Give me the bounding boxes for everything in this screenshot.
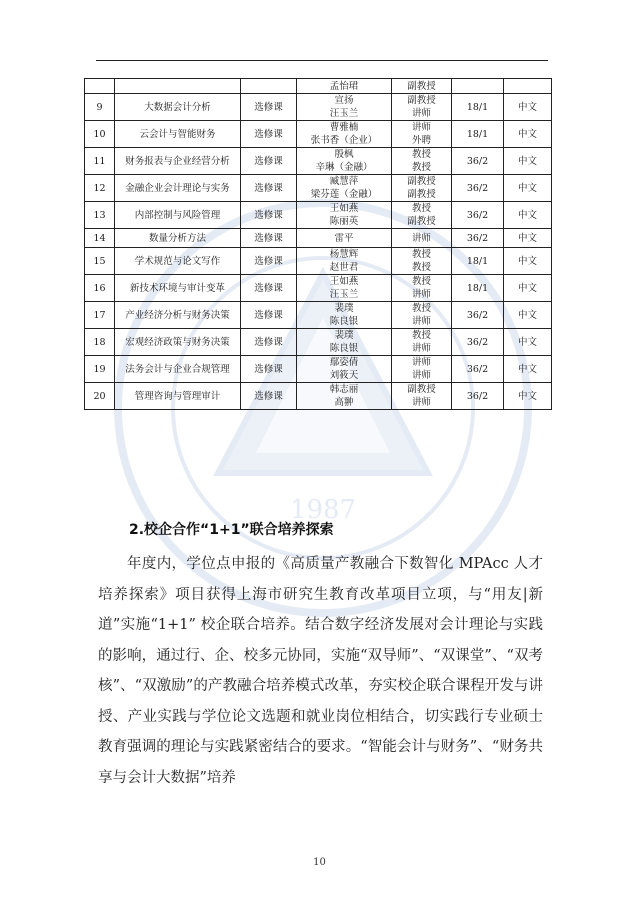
- cell-hours: 36/2: [452, 202, 504, 229]
- cell-teachers-line: 雷平: [334, 232, 354, 244]
- table-row: [85, 121, 552, 148]
- cell-teachers-line: 辛琳（金融）: [315, 162, 373, 173]
- cell-teachers-line: 孟怡珺: [329, 80, 359, 92]
- cell-hours: 36/2: [452, 229, 504, 248]
- cell-course-type: [241, 79, 297, 94]
- cell-course-name: [115, 79, 241, 94]
- cell-teachers-line: 汪玉兰: [329, 108, 359, 119]
- cell-titles-line: 教授: [411, 330, 431, 341]
- cell-teachers-line: 赵世君: [329, 262, 359, 273]
- table-row: [85, 275, 552, 302]
- cell-number: [85, 79, 115, 94]
- cell-titles-line: 外聘: [411, 135, 431, 146]
- cell-course-name: 金融企业会计理论与实务: [115, 175, 241, 202]
- cell-titles-line: 教授: [411, 262, 431, 273]
- cell-number: 13: [85, 202, 115, 229]
- cell-teachers: [297, 383, 392, 410]
- cell-teachers-line: 梁芬莲（金融）: [310, 189, 378, 200]
- cell-teachers: [297, 356, 392, 383]
- cell-language: 中文: [504, 383, 552, 410]
- cell-course-name: 产业经济分析与财务决策: [115, 302, 241, 329]
- cell-titles-line: 教授: [411, 162, 431, 173]
- cell-titles-line: 副教授: [407, 80, 436, 92]
- cell-teachers: [297, 302, 392, 329]
- table-row: [85, 148, 552, 175]
- table-row: [85, 175, 552, 202]
- cell-titles-line: 副教授: [407, 384, 436, 395]
- cell-titles: [392, 383, 452, 410]
- cell-teachers-line: 宣扬: [334, 95, 354, 106]
- cell-number: 11: [85, 148, 115, 175]
- cell-titles-line: 副教授: [407, 176, 436, 187]
- cell-titles-line: 讲师: [411, 397, 431, 408]
- table-row: [85, 94, 552, 121]
- cell-language: 中文: [504, 202, 552, 229]
- cell-course-name: 数量分析方法: [115, 229, 241, 248]
- cell-number: 16: [85, 275, 115, 302]
- cell-titles-line: 讲师: [411, 232, 431, 244]
- cell-course-name: 财务报表与企业经营分析: [115, 148, 241, 175]
- cell-number: 20: [85, 383, 115, 410]
- cell-teachers: [297, 202, 392, 229]
- cell-language: 中文: [504, 275, 552, 302]
- cell-hours: 18/1: [452, 248, 504, 275]
- table-row: [85, 302, 552, 329]
- cell-language: 中文: [504, 302, 552, 329]
- cell-course-name: 管理咨询与管理审计: [115, 383, 241, 410]
- cell-teachers-line: 裴璞: [334, 303, 354, 314]
- cell-teachers: [297, 329, 392, 356]
- cell-course-type: 选修课: [241, 248, 297, 275]
- cell-titles-line: 教授: [411, 276, 431, 287]
- cell-titles: [392, 229, 452, 248]
- cell-hours: 36/2: [452, 302, 504, 329]
- cell-teachers-line: 殷枫: [334, 149, 354, 160]
- cell-teachers: [297, 175, 392, 202]
- cell-teachers-line: 陈良银: [329, 343, 359, 354]
- cell-number: 12: [85, 175, 115, 202]
- cell-titles-line: 讲师: [411, 370, 431, 381]
- page-number: 10: [313, 857, 326, 868]
- cell-titles: [392, 302, 452, 329]
- cell-teachers: [297, 248, 392, 275]
- cell-course-name: 云会计与智能财务: [115, 121, 241, 148]
- cell-language: 中文: [504, 229, 552, 248]
- cell-titles-line: 教授: [411, 303, 431, 314]
- cell-language: 中文: [504, 121, 552, 148]
- table-row: [85, 383, 552, 410]
- cell-course-name: 大数据会计分析: [115, 94, 241, 121]
- cell-teachers: [297, 148, 392, 175]
- cell-language: [504, 79, 552, 94]
- cell-teachers: [297, 275, 392, 302]
- cell-course-name: 新技术环境与审计变革: [115, 275, 241, 302]
- cell-course-name: 学术规范与论文写作: [115, 248, 241, 275]
- cell-language: 中文: [504, 356, 552, 383]
- cell-hours: 18/1: [452, 275, 504, 302]
- cell-course-type: 选修课: [241, 94, 297, 121]
- cell-language: 中文: [504, 329, 552, 356]
- cell-teachers-line: 裴璞: [334, 330, 354, 341]
- cell-course-name: 内部控制与风险管理: [115, 202, 241, 229]
- seal-year: 1987: [289, 495, 357, 525]
- cell-titles: [392, 79, 452, 94]
- cell-course-type: 选修课: [241, 148, 297, 175]
- cell-number: 15: [85, 248, 115, 275]
- cell-teachers-line: 陈良银: [329, 316, 359, 327]
- cell-teachers-line: 鄢姿倩: [329, 357, 359, 368]
- cell-number: 17: [85, 302, 115, 329]
- cell-course-type: 选修课: [241, 121, 297, 148]
- cell-titles-line: 讲师: [411, 122, 431, 133]
- cell-language: 中文: [504, 175, 552, 202]
- cell-hours: 36/2: [452, 383, 504, 410]
- cell-teachers-line: 汪玉兰: [329, 289, 359, 300]
- cell-titles-line: 讲师: [411, 289, 431, 300]
- cell-hours: 36/2: [452, 175, 504, 202]
- cell-course-type: 选修课: [241, 329, 297, 356]
- cell-language: 中文: [504, 148, 552, 175]
- cell-titles-line: 副教授: [407, 189, 436, 200]
- cell-titles-line: 教授: [411, 249, 431, 260]
- cell-number: 14: [85, 229, 115, 248]
- cell-titles-line: 讲师: [411, 343, 431, 354]
- cell-titles: [392, 94, 452, 121]
- cell-teachers-line: 杨慧辉: [329, 249, 359, 260]
- cell-teachers: [297, 121, 392, 148]
- cell-titles-line: 讲师: [411, 357, 431, 368]
- cell-hours: 36/2: [452, 356, 504, 383]
- cell-language: 中文: [504, 94, 552, 121]
- cell-hours: 36/2: [452, 329, 504, 356]
- cell-course-type: 选修课: [241, 175, 297, 202]
- table-row: [85, 229, 552, 248]
- section-title: 2.校企合作“1+1”联合培养探索: [129, 522, 334, 538]
- cell-course-name: 宏观经济政策与财务决策: [115, 329, 241, 356]
- cell-titles-line: 讲师: [411, 316, 431, 327]
- cell-hours: 18/1: [452, 94, 504, 121]
- cell-hours: 18/1: [452, 121, 504, 148]
- cell-course-type: 选修课: [241, 229, 297, 248]
- table-row: [85, 329, 552, 356]
- cell-teachers-line: 王如燕: [329, 276, 359, 287]
- cell-titles: [392, 175, 452, 202]
- cell-titles-line: 副教授: [407, 216, 436, 227]
- cell-teachers-line: 高翀: [334, 397, 354, 408]
- course-table-body: [85, 79, 552, 410]
- section-paragraph: 年度内，学位点申报的《高质量产教融合下数智化 MPAcc 人才培养探索》项目获得上海市研究生教育改革项目立项，与“用友|新道”实施“1+1” 校企联合培养。结合数字经济发展对会计理论与实践的影响，通过行、企、校多元协同，实施“双导师”、“双课堂”、“双考核”、“双激励”的产教融合培养模式改革，夯实校企联合课程开发与讲授、产业实践与学位论文选题和就业岗位相结合，切实践行专业硕士教育强调的理论与实践紧密结合的要求。“智能会计与财务”、“财务共享与会计大数据”培养: [98, 556, 543, 786]
- cell-teachers: [297, 229, 392, 248]
- table-row: [85, 79, 552, 94]
- cell-teachers-line: 韩志丽: [329, 384, 359, 395]
- cell-number: 9: [85, 94, 115, 121]
- cell-teachers: [297, 79, 392, 94]
- cell-titles: [392, 356, 452, 383]
- header-rule: [96, 60, 548, 61]
- cell-titles: [392, 329, 452, 356]
- cell-course-name: 法务会计与企业合规管理: [115, 356, 241, 383]
- cell-teachers-line: 张书香（企业）: [310, 135, 378, 146]
- cell-teachers-line: 陈丽英: [329, 216, 359, 227]
- cell-titles-line: 副教授: [407, 95, 436, 106]
- cell-hours: 36/2: [452, 148, 504, 175]
- table-row: [85, 248, 552, 275]
- cell-teachers: [297, 94, 392, 121]
- cell-course-type: 选修课: [241, 202, 297, 229]
- cell-titles: [392, 121, 452, 148]
- cell-titles-line: 讲师: [411, 108, 431, 119]
- cell-hours: [452, 79, 504, 94]
- cell-course-type: 选修课: [241, 275, 297, 302]
- cell-titles: [392, 248, 452, 275]
- cell-language: 中文: [504, 248, 552, 275]
- cell-titles: [392, 275, 452, 302]
- table-row: [85, 202, 552, 229]
- cell-number: 19: [85, 356, 115, 383]
- cell-teachers-line: 曹雅楠: [329, 122, 359, 133]
- cell-teachers-line: 王如燕: [329, 203, 359, 214]
- cell-titles-line: 教授: [411, 203, 431, 214]
- cell-number: 10: [85, 121, 115, 148]
- cell-course-type: 选修课: [241, 302, 297, 329]
- cell-titles-line: 教授: [411, 149, 431, 160]
- course-table: [84, 78, 552, 410]
- cell-teachers-line: 臧慧萍: [329, 176, 359, 187]
- cell-titles: [392, 148, 452, 175]
- cell-titles: [392, 202, 452, 229]
- cell-course-type: 选修课: [241, 383, 297, 410]
- cell-teachers-line: 刘筱天: [329, 370, 359, 381]
- cell-course-type: 选修课: [241, 356, 297, 383]
- cell-number: 18: [85, 329, 115, 356]
- table-row: [85, 356, 552, 383]
